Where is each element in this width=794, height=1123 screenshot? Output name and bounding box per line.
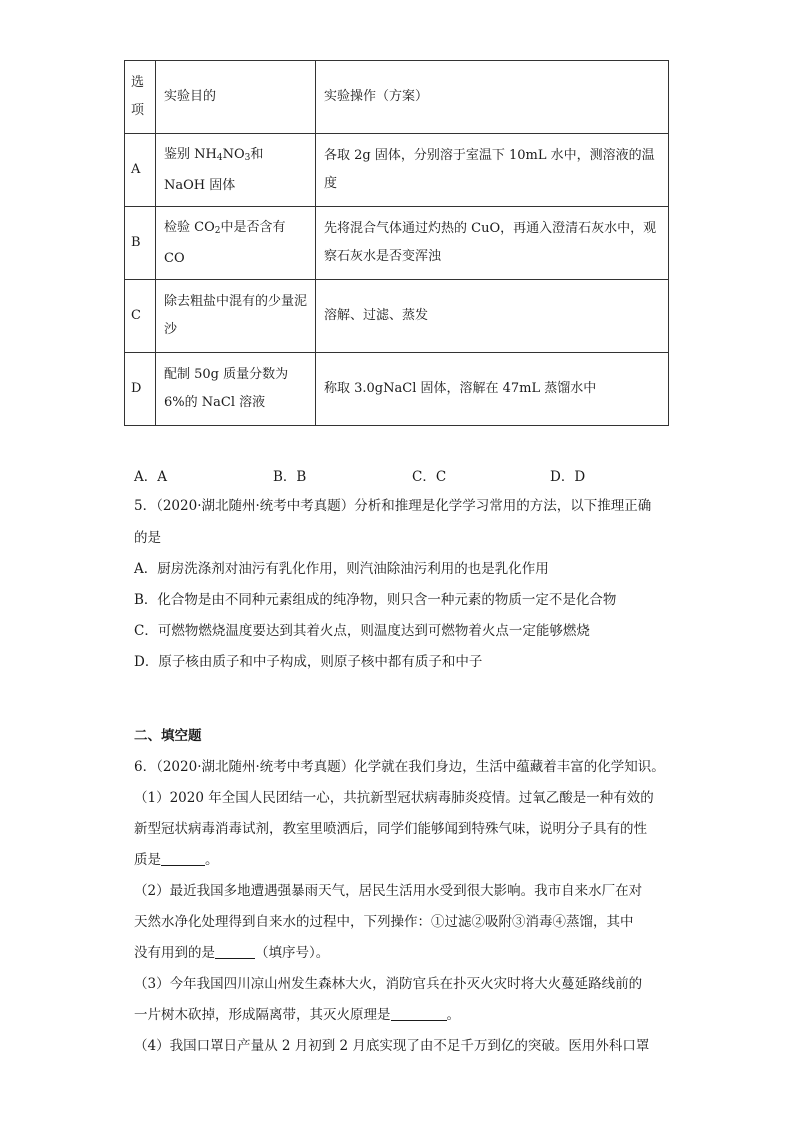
row-purpose: 除去粗盐中混有的少量泥沙 <box>156 280 316 353</box>
row-purpose: 鉴别 $NH_4NO_3$和 NaOH 固体 <box>156 134 316 207</box>
q6-part2-line2: 天然水净化处理得到自来水的过程中，下列操作：①过滤②吸附③消毒④蒸馏，其中 <box>134 914 634 930</box>
option-c[interactable]: C．C <box>412 469 447 485</box>
row-option: A <box>125 134 156 207</box>
row-purpose: 配制 50g 质量分数为 6%的 NaCl 溶液 <box>156 353 316 426</box>
option-d[interactable]: D．D <box>550 469 586 485</box>
q5-option-c[interactable]: C．可燃物燃烧温度要达到其着火点，则温度达到可燃物着火点一定能够燃烧 <box>134 623 590 639</box>
table-row <box>125 134 669 207</box>
q6-part1-line2: 新型冠状病毒消毒试剂，教室里喷洒后，同学们能够闻到特殊气味，说明分子具有的性 <box>134 821 647 837</box>
q4-options <box>134 465 694 485</box>
q6-part3-line2: 一片树木砍掉，形成隔离带，其灭火原理是 。 <box>134 1007 460 1023</box>
q6-part4-line1: （4）我国口罩日产量从 2 月初到 2 月底实现了由不足千万到亿的突破。医用外科口罩 <box>134 1038 650 1054</box>
row-option: D <box>125 353 156 426</box>
q6-stem: 6．（2020·湖北随州·统考中考真题）化学就在我们身边，生活中蕴藏着丰富的化学知识。 <box>134 759 665 775</box>
row-option: C <box>125 280 156 353</box>
q5-option-d[interactable]: D．原子核由质子和中子构成，则原子核中都有质子和中子 <box>134 654 483 670</box>
q5-stem-line2: 的是 <box>134 530 161 546</box>
row-operation: 先将混合气体通过灼热的 CuO，再通入澄清石灰水中，观察石灰水是否变浑浊 <box>316 207 669 280</box>
answer-blank[interactable] <box>161 851 205 866</box>
q5-option-b[interactable]: B．化合物是由不同种元素组成的纯净物，则只含一种元素的物质一定不是化合物 <box>134 592 617 608</box>
answer-blank[interactable] <box>391 1006 447 1021</box>
answer-blank[interactable] <box>215 944 255 959</box>
q6-part1-line1: （1）2020 年全国人民团结一心，共抗新型冠状病毒肺炎疫情。过氧乙酸是一种有效的 <box>134 790 654 806</box>
table-row <box>125 353 669 426</box>
q6-part2-line3: 没有用到的是 （填序号）。 <box>134 945 330 961</box>
q6-part2-line1: （2）最近我国多地遭遇强暴雨天气，居民生活用水受到很大影响。我市自来水厂在对 <box>134 883 643 899</box>
q6-part3-line1: （3）今年我国四川凉山州发生森林大火，消防官兵在扑灭火灾时将大火蔓延路线前的 <box>134 976 643 992</box>
option-a[interactable]: A．A <box>134 469 167 485</box>
row-purpose: 检验 $CO_2$中是否含有 CO <box>156 207 316 280</box>
table-header-row <box>125 61 669 134</box>
experiment-table <box>124 60 669 426</box>
table-row <box>125 280 669 353</box>
row-option: B <box>125 207 156 280</box>
row-operation: 溶解、过滤、蒸发 <box>316 280 669 353</box>
option-b[interactable]: B．B <box>273 469 307 485</box>
row-operation: 称取 3.0gNaCl 固体，溶解在 47mL 蒸馏水中 <box>316 353 669 426</box>
q5-option-a[interactable]: A．厨房洗涤剂对油污有乳化作用，则汽油除油污利用的也是乳化作用 <box>134 561 549 577</box>
table-row <box>125 207 669 280</box>
q6-part1-line3: 质是 。 <box>134 852 219 868</box>
section-title: 二、填空题 <box>134 728 202 744</box>
q5-stem-line1: 5．（2020·湖北随州·统考中考真题）分析和推理是化学学习常用的方法，以下推理正确 <box>134 498 652 514</box>
row-operation: 各取 2g 固体，分别溶于室温下 10mL 水中，测溶液的温度 <box>316 134 669 207</box>
header-operation: 实验操作（方案） <box>316 61 669 134</box>
header-option: 选项 <box>125 61 156 134</box>
header-purpose: 实验目的 <box>156 61 316 134</box>
